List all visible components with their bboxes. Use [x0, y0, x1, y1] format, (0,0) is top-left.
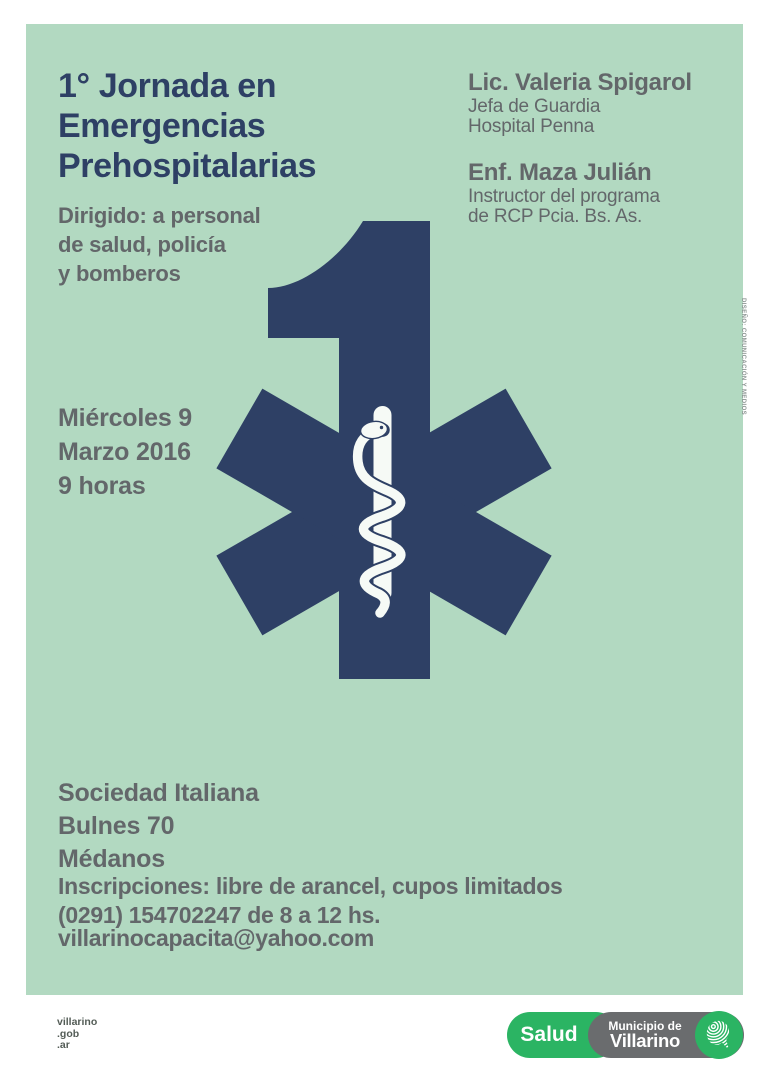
poster-canvas	[26, 24, 743, 995]
logo-circle	[695, 1011, 743, 1059]
speaker-1-name: Lic. Valeria Spigarol	[468, 69, 692, 96]
schedule-text	[58, 401, 192, 503]
website-line-1: villarino	[57, 1016, 98, 1028]
event-title-line-2: Emergencias	[58, 107, 266, 145]
website-line-3: .ar	[57, 1039, 70, 1051]
speaker-2-role-2: de RCP Pcia. Bs. As.	[468, 205, 643, 227]
venue-street: Bulnes 70	[58, 812, 175, 840]
registration-conditions: Inscripciones: libre de arancel, cupos limitados	[58, 873, 563, 899]
schedule-month-year: Marzo 2016	[58, 438, 191, 466]
event-title-line-3: Prehospitalarias	[58, 147, 317, 185]
registration-text	[58, 874, 563, 950]
municipio-label-small: Municipio de	[608, 1019, 682, 1033]
municipio-label-large: Villarino	[610, 1030, 680, 1051]
venue-text	[58, 777, 259, 876]
speaker-2-name: Enf. Maza Julián	[468, 159, 652, 186]
fingerprint-map-icon	[704, 1019, 734, 1051]
salud-label: Salud	[520, 1023, 578, 1046]
event-title-line-1: 1° Jornada en	[58, 67, 277, 105]
registration-phone: (0291) 154702247 de 8 a 12 hs.	[58, 902, 381, 928]
registration-email: villarinocapacita@yahoo.com	[58, 925, 374, 951]
speaker-2-role-1: Instructor del programa	[468, 186, 660, 207]
municipio-label	[599, 1012, 691, 1058]
municipio-villarino-logo	[507, 1012, 744, 1058]
schedule-day: Miércoles 9	[58, 404, 192, 432]
design-credit: DISEÑO: COMUNICACIÓN Y MEDIOS	[740, 298, 746, 416]
audience-line-2: de salud, policía	[58, 232, 226, 257]
website-text	[57, 1017, 97, 1052]
schedule-hour: 9 horas	[58, 472, 146, 500]
venue-city: Médanos	[58, 845, 165, 873]
audience-line-3: y bomberos	[58, 261, 181, 286]
speaker-1	[468, 68, 692, 136]
website-line-2: .gob	[57, 1027, 80, 1040]
venue-name: Sociedad Italiana	[58, 779, 259, 807]
speaker-1-role-2: Hospital Penna	[468, 115, 595, 137]
audience-line-1: Dirigido: a personal	[58, 203, 261, 228]
event-title	[58, 66, 316, 186]
star-of-life-emblem-icon	[210, 200, 556, 685]
speaker-1-role-1: Jefa de Guardia	[468, 96, 601, 117]
